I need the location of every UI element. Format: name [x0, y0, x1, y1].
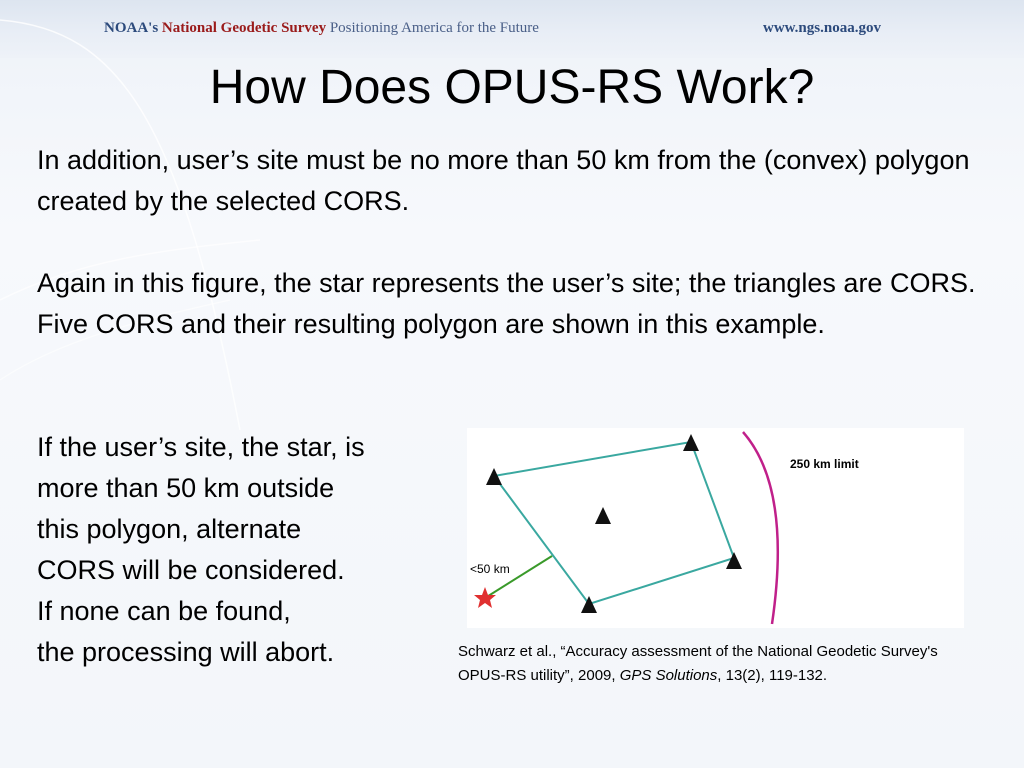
cors-triangle-icon [595, 507, 611, 524]
paragraph-line: If the user’s site, the star, is [37, 432, 365, 462]
paragraph-line: this polygon, alternate [37, 514, 302, 544]
cors-triangle-icon [486, 468, 502, 485]
citation-volume: , 13(2), 119-132. [717, 667, 828, 684]
citation-text: Schwarz et al., “Accuracy assessment of the National Geodetic Survey's OPUS-RS utility”, 2009, [458, 643, 938, 684]
banner-url[interactable]: www.ngs.noaa.gov [763, 20, 881, 36]
banner-org [104, 20, 539, 37]
user-site-star-icon [474, 587, 496, 608]
limit-label: 250 km limit [790, 457, 859, 471]
cors-polygon-figure [467, 428, 964, 628]
header-banner [0, 0, 1024, 58]
banner-tagline: Positioning America for the Future [329, 20, 539, 36]
citation [458, 640, 938, 688]
distance-label: <50 km [470, 562, 510, 576]
paragraph-alternate-cors [37, 427, 467, 673]
banner-org-prefix: NOAA's [104, 20, 159, 36]
paragraph-polygon-rule: In addition, user’s site must be no more than 50 km from the (convex) polygon created by the selected CORS. [37, 145, 970, 216]
cors-polygon-diagram [467, 428, 964, 628]
paragraph-line: more than 50 km outside [37, 473, 335, 503]
cors-polygon [494, 442, 734, 604]
banner-org-name: National Geodetic Survey [161, 20, 327, 36]
paragraph-line: the processing will abort. [37, 637, 335, 667]
paragraph-figure-explanation: Again in this figure, the star represents the user’s site; the triangles are CORS. Five CORS and their resulting polygon are shown in this example. [37, 268, 976, 339]
slide-title: How Does OPUS-RS Work? [209, 61, 815, 114]
citation-journal: GPS Solutions [619, 667, 718, 684]
cors-triangle-icon [581, 596, 597, 613]
paragraph-line: If none can be found, [37, 596, 291, 626]
paragraph-line: CORS will be considered. [37, 555, 345, 585]
limit-arc [743, 432, 778, 624]
